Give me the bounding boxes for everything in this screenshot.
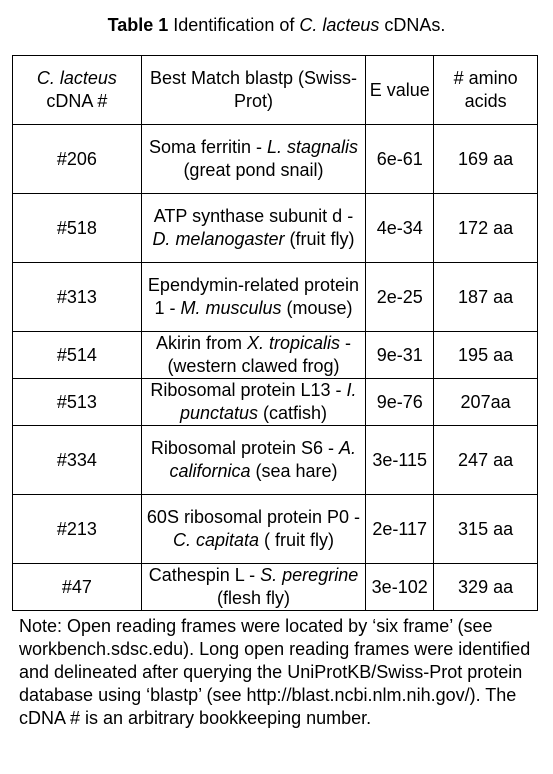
caption-species: C. lacteus [299,15,380,35]
table-row [13,125,538,194]
match-text: Soma ferritin - [148,137,267,157]
match-common-name: (fruit fly) [284,229,355,249]
cell-e-value: 4e-34 [366,194,434,263]
cell-best-match [141,564,366,611]
caption-label: Table 1 [107,15,169,35]
table-row [13,194,538,263]
cell-cdna: #213 [13,495,142,564]
match-common-name: (flesh fly) [216,588,290,608]
match-species: X. tropicalis [246,333,341,353]
cell-cdna: #513 [13,379,142,426]
cell-cdna: #47 [13,564,142,611]
header-best-match: Best Match blastp (Swiss-Prot) [141,56,366,125]
header-cdna-suffix: cDNA # [46,91,108,111]
table-body [13,125,538,611]
match-common-name: (mouse) [281,298,353,318]
cell-cdna: #313 [13,263,142,332]
cell-e-value: 9e-76 [366,379,434,426]
match-text: ATP synthase subunit d - [153,206,354,226]
cell-amino-acids: 329 aa [434,564,538,611]
caption-text-after: cDNAs. [379,15,446,35]
cell-e-value: 2e-25 [366,263,434,332]
cell-amino-acids: 315 aa [434,495,538,564]
header-e-value: E value [366,56,434,125]
cell-best-match [141,379,366,426]
cell-cdna: #518 [13,194,142,263]
cell-e-value: 9e-31 [366,332,434,379]
cell-e-value: 2e-117 [366,495,434,564]
header-amino-acids: # amino acids [434,56,538,125]
cell-cdna: #334 [13,426,142,495]
match-species: A. californica [169,438,357,481]
cell-cdna: #206 [13,125,142,194]
header-cdna [13,56,142,125]
match-text: Cathespin L - [148,565,261,585]
cell-amino-acids: 172 aa [434,194,538,263]
cell-amino-acids: 169 aa [434,125,538,194]
cell-best-match [141,194,366,263]
match-text: Ependymin-related protein 1 - [147,275,360,318]
table-row [13,332,538,379]
match-common-name: - (western clawed frog) [167,333,352,376]
caption-text-before: Identification of [168,15,300,35]
match-text: 60S ribosomal protein P0 - [146,507,361,527]
cell-e-value: 3e-102 [366,564,434,611]
table-header-row [13,56,538,125]
cell-amino-acids: 247 aa [434,426,538,495]
table-caption [0,13,553,37]
cell-e-value: 3e-115 [366,426,434,495]
table-row [13,495,538,564]
match-species: D. melanogaster [152,229,285,249]
table-row [13,263,538,332]
cell-best-match [141,125,366,194]
match-common-name: ( fruit fly) [259,530,334,550]
match-common-name: (sea hare) [250,461,338,481]
match-species: L. stagnalis [266,137,359,157]
cell-e-value: 6e-61 [366,125,434,194]
cell-best-match [141,332,366,379]
match-common-name: (great pond snail) [183,160,324,180]
cell-best-match [141,426,366,495]
match-text: Akirin from [155,333,247,353]
cell-best-match [141,263,366,332]
table-row [13,426,538,495]
match-common-name: (catfish) [258,403,328,423]
match-species: C. capitata [172,530,259,550]
table-row [13,379,538,426]
match-species: M. musculus [180,298,282,318]
table-note: Note: Open reading frames were located by ‘six frame’ (see workbench.sdsc.edu). Long open reading frames were identified and delineated after querying the UniProtKB/Swiss-Prot protein database using ‘blastp’ (see http://blast.ncbi.nlm.nih.gov/). The cDNA # is an arbitrary bookkeeping number. [19,616,531,728]
cdna-table [12,55,538,611]
match-text: Ribosomal protein L13 - [150,380,347,400]
table-row [13,564,538,611]
cell-cdna: #514 [13,332,142,379]
match-text: Ribosomal protein S6 - [150,438,340,458]
cell-amino-acids: 195 aa [434,332,538,379]
cell-best-match [141,495,366,564]
cell-amino-acids: 207aa [434,379,538,426]
cell-amino-acids: 187 aa [434,263,538,332]
match-species: S. peregrine [260,565,359,585]
match-species: I. punctatus [179,380,357,423]
header-cdna-species: C. lacteus [36,68,117,88]
